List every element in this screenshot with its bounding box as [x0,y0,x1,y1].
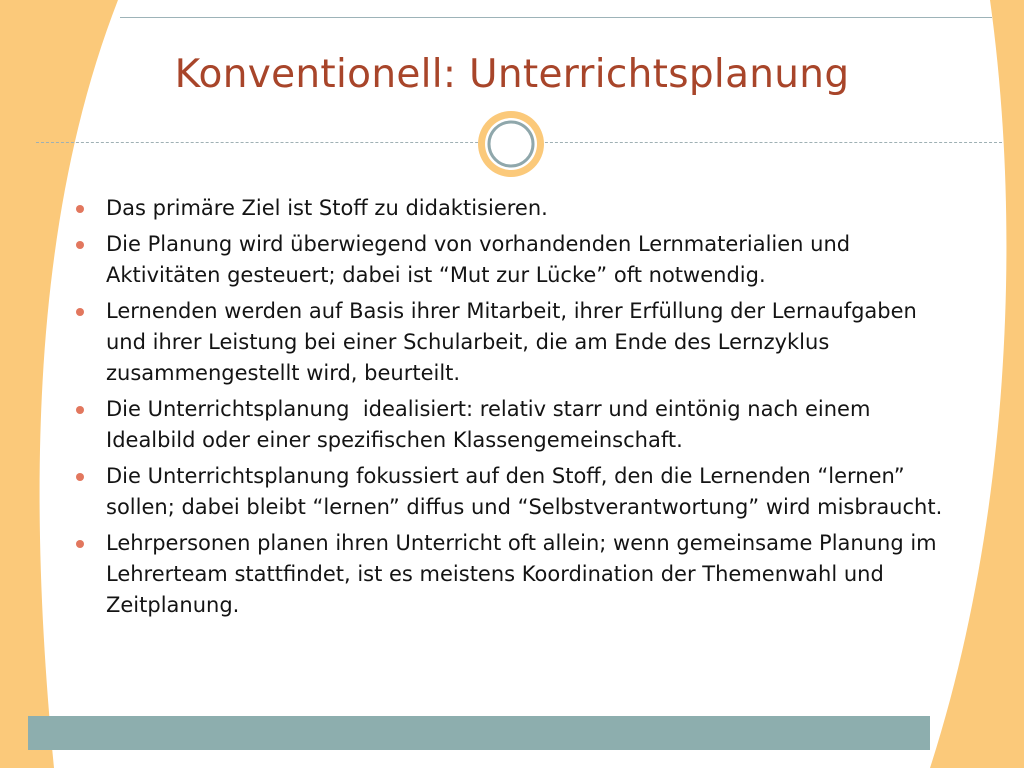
bullet-dot-icon [76,205,84,213]
bullet-list [76,193,956,626]
bullet-dot-icon [76,308,84,316]
bullet-dot-icon [76,241,84,249]
bullet-dot-icon [76,406,84,414]
bullet-text: Die Unterrichtsplanung idealisiert: relativ starr und eintönig nach einem Idealbild oder einer spezifischen Klassengemeinschaft. [106,397,878,452]
bullet-dot-icon [76,473,84,481]
top-rule [120,17,992,18]
bullet-text: Lernenden werden auf Basis ihrer Mitarbeit, ihrer Erfüllung der Lernaufgaben und ihrer Leistung bei einer Schularbeit, die am Ende des Lernzyklus zusammengestellt wird, beurteilt. [106,299,924,385]
bullet-text: Die Unterrichtsplanung fokussiert auf den Stoff, den die Lernenden “lernen” sollen; dabei bleibt “lernen” diffus und “Selbstverantwortung” wird misbraucht. [106,464,943,519]
bullet-dot-icon [76,540,84,548]
bullet-item [76,461,956,523]
bullet-text: Die Planung wird überwiegend von vorhandenden Lernmaterialien und Aktivitäten gesteuert; dabei ist “Mut zur Lücke” oft notwendig. [106,232,857,287]
bullet-text: Lehrpersonen planen ihren Unterricht oft allein; wenn gemeinsame Planung im Lehrerteam stattfindet, ist es meistens Koordination der Themenwahl und Zeitplanung. [106,531,944,617]
bullet-text: Das primäre Ziel ist Stoff zu didaktisieren. [106,196,548,220]
bullet-item [76,528,956,621]
bullet-item [76,229,956,291]
slide-title: Konventionell: Unterrichtsplanung [174,52,850,97]
bullet-item [76,394,956,456]
bottom-band [28,716,930,750]
bullet-item [76,296,956,389]
ring-ornament-icon [477,110,545,178]
bullet-item [76,193,956,224]
